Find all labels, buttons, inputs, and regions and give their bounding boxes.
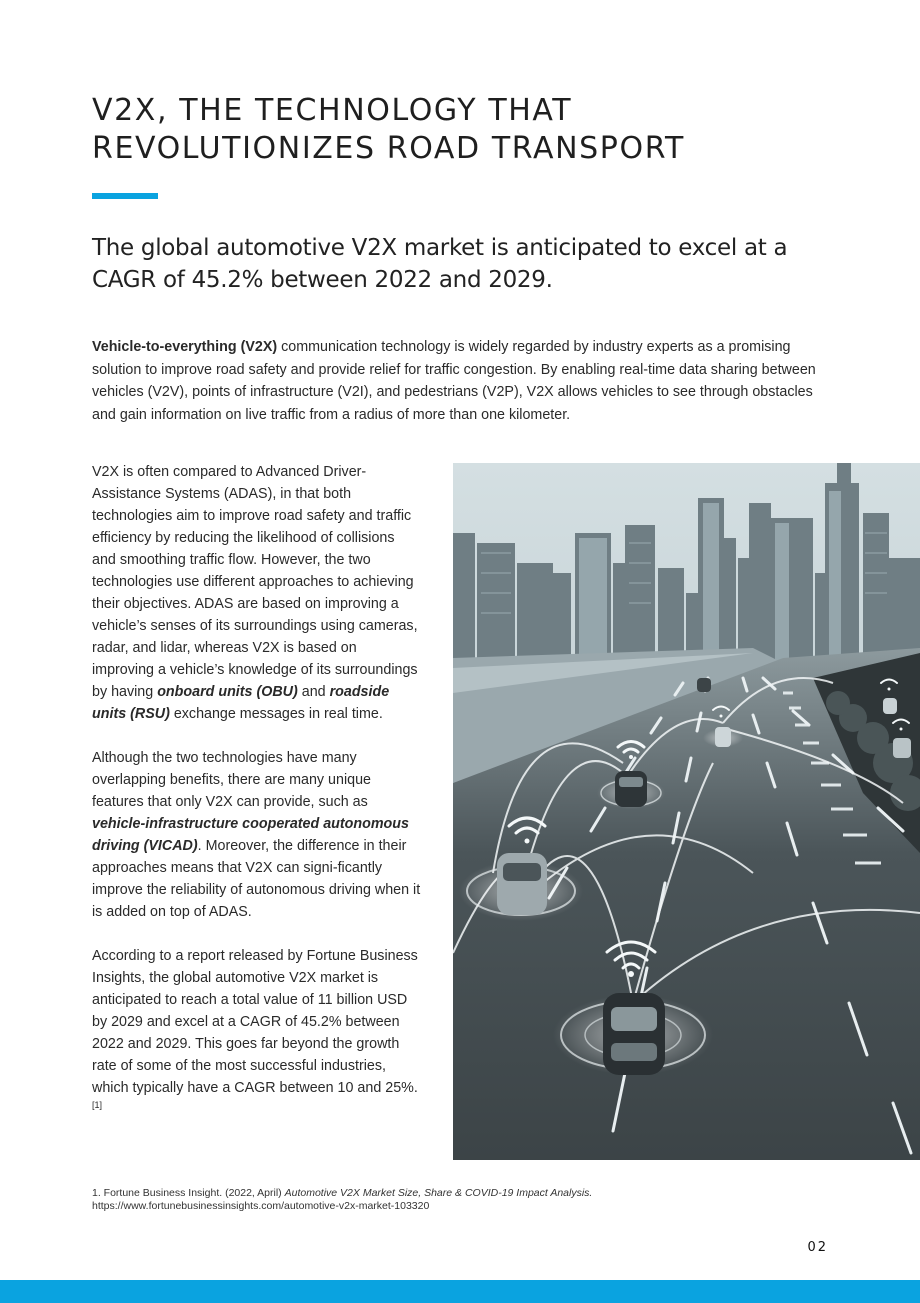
footnote-url[interactable]: https://www.fortunebusinessinsights.com/automotive-v2x-market-103320 (92, 1200, 430, 1212)
page-title-line-2: REVOLUTIONIZES ROAD TRANSPORT (92, 131, 685, 166)
bottom-accent-bar (0, 1280, 920, 1303)
paragraph-adas-comparison (92, 461, 422, 725)
para2-em-vicad: vehicle-infrastructure cooperated autonomous driving (VICAD) (92, 816, 409, 854)
page-title (92, 92, 852, 168)
paragraph-unique-features (92, 747, 422, 923)
highway-illustration (453, 463, 920, 1160)
page-title-line-1: V2X, THE TECHNOLOGY THAT (92, 93, 573, 128)
para1-em-rsu: roadside units (RSU) (92, 684, 390, 722)
footnote (92, 1187, 832, 1213)
footnote-title: Automotive V2X Market Size, Share & COVID-19 Impact Analysis. (284, 1187, 593, 1199)
accent-rule (92, 193, 158, 199)
para1-text2: and (297, 684, 330, 700)
intro-text: communication technology is widely regarded by industry experts as a promising solution to improve road safety and provide relief for traffic congestion. By enabling real-time data sharing between vehicles (V2V), points of infrastructure (V2I), and pedestrians (V2P), V2X allows vehicles to see through obstacles and gain information on live traffic from a radius of more than one kilometer. (92, 339, 816, 423)
para1-text3: exchange messages in real time. (169, 706, 383, 722)
para1-text1: V2X is often compared to Advanced Driver-Assistance Systems (ADAS), in that both technologies aim to improve road safety and traffic efficiency by reducing the likelihood of collisions and smoothing traffic flow. However, the two technologies use different approaches to achieving their objectives. ADAS are based on improving a vehicle’s senses of its surroundings using cameras, radar, and lidar, whereas V2X is based on improving a vehicle’s knowledge of its surroundings by having (92, 464, 418, 700)
intro-paragraph (92, 336, 837, 426)
page-number: 02 (807, 1240, 828, 1255)
para3-text1: According to a report released by Fortune Business Insights, the global automotive V2X market is anticipated to reach a total value of 11 billion USD by 2029 and excel at a CAGR of 45.2% between 2022 and 2029. This goes far beyond the growth rate of some of the most successful industries, which typically have a CAGR between 10 and 25%. (92, 948, 418, 1096)
footnote-prefix: 1. Fortune Business Insight. (2022, April) (92, 1187, 285, 1199)
intro-lead: Vehicle-to-everything (V2X) (92, 339, 278, 355)
highway-v2x-photo (453, 463, 920, 1160)
para2-text1: Although the two technologies have many overlapping benefits, there are many unique features that only V2X can provide, such as (92, 750, 371, 810)
para2-text2: . Moreover, the difference in their approaches means that V2X can signi-ficantly improve the reliability of autonomous driving when it is added on top of ADAS. (92, 838, 421, 920)
footnote-reference[interactable]: [1] (92, 1100, 103, 1111)
body-column (92, 461, 422, 1143)
para1-em-obu: onboard units (OBU) (157, 684, 298, 700)
subtitle: The global automotive V2X market is anticipated to excel at a CAGR of 45.2% between 2022 and 2029. (92, 235, 788, 293)
paragraph-market-report (92, 945, 422, 1121)
footnote-citation (92, 1187, 832, 1200)
